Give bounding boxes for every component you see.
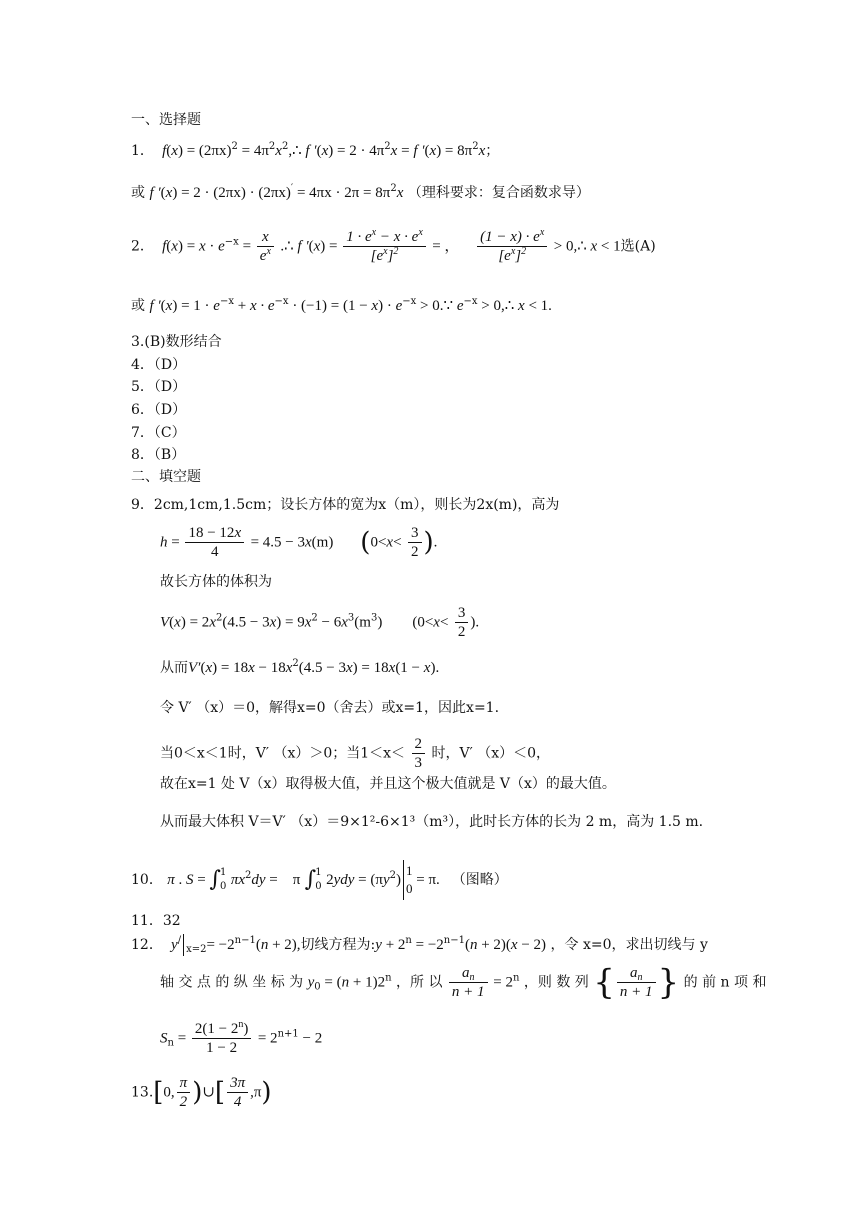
- answer-7: 7．（C）: [131, 425, 186, 441]
- q9-critical-point: 令 V′ （x）＝0，解得x=0（舍去）或x=1，因此x=1.: [160, 700, 500, 716]
- q12-line1: 12． $y^/_{x=2}= -2^{n-1}(n + 2)$,切线方程为:y + $2^n = -2^{n-1}(n + 2)(x - 2)$ ，令 x=0，求出切线与 y: [131, 935, 708, 955]
- answer-3: 3.(B)数形结合: [131, 334, 222, 350]
- answer-8: 8．（B）: [131, 447, 186, 463]
- q9-volume-formula: $V(x) = 2x^2(4.5 - 3x) = 9x^2 - 6x^3(m^3)$ (0<x< $\frac{3}{2}$ ).: [160, 605, 480, 640]
- q2-line1: 2． $f(x) = x \cdot e^{-x}$ = $\frac{x}{e^x}$ .∴ f ′(x) = $\frac{1 \cdot e^x - x \cdot e^x}{[e^x]^2}$ = ， $\frac{(1 - x) \cdot e^x}{[e^x]^2}$ > 0,∴ x < 1选(A): [131, 227, 656, 264]
- q1-line2: 或 f $'(x) = 2 \cdot (2\pi x) \cdot (2\pi x)' = 4\pi x \cdot 2\pi = 8\pi^2x$ （理科要求：复合函数求导）: [131, 183, 590, 201]
- q1-number: 1．: [131, 143, 154, 159]
- q2-number: 2．: [131, 238, 154, 255]
- q12-sum-formula: $S_n$ = $\frac{2(1 - 2^n)}{1 - 2}$ = $2^{n+1} - 2$: [160, 1019, 323, 1056]
- answer-6: 6．（D）: [131, 402, 187, 418]
- q2-choice: 选(A): [620, 238, 656, 255]
- q2-frac-3: $\frac{(1 - x) \cdot e^x}{[e^x]^2}$: [477, 228, 547, 265]
- q10-line: 10． π . S = ∫1 0 $\pi x^2dy$ = π ∫1 0 $2ydy = (\pi y^2)1$ 0 = π. （图略）: [131, 860, 508, 900]
- q12-number: 12．: [131, 937, 163, 953]
- q2-or-label: 或: [131, 298, 145, 314]
- q1-or-label: 或: [131, 185, 145, 201]
- q9-height-formula: h = $\frac{18 - 12x}{4}$ = 4.5 − 3x(m) (0<x< $\frac{3}{2}$ ).: [160, 525, 438, 560]
- answer-4: 4．（D）: [131, 357, 187, 373]
- answer-5: 5．（D）: [131, 379, 187, 395]
- q9-line1: 9．2cm,1cm,1.5cm；设长方体的宽为x（m），则长为2x(m)，高为: [131, 497, 560, 513]
- q13-number: 13.: [131, 1084, 154, 1101]
- q9-derivative: 从而$V'(x) = 18x - 18x^2(4.5 - 3x) = 18x(1 - x)$.: [160, 658, 440, 676]
- section-choice-title: 一、选择题: [131, 112, 201, 128]
- q1-formula-2: f ′: [149, 185, 161, 201]
- q9-result: 从而最大体积 V＝V′ （x）＝9×1²-6×1³（m³），此时长方体的长为 2 m，高为 1.5 m.: [160, 814, 704, 830]
- q9-volume-intro: 故长方体的体积为: [160, 574, 272, 590]
- q1-note: （理科要求：复合函数求导）: [407, 185, 590, 201]
- section-fill-title: 二、填空题: [131, 469, 201, 485]
- q9-sign-analysis: 当0＜x＜1时，V′ （x）＞0；当1＜x＜ $\frac{2}{3}$ 时，V′ （x）＜0，: [160, 736, 551, 771]
- q2-frac-1: $\frac{x}{e^x}$: [257, 228, 274, 265]
- q10-note: （图略）: [451, 872, 508, 888]
- q1-formula-1: f: [158, 143, 167, 159]
- q13-line: 13.[0, $\frac{\pi}{2}$ )∪[ $\frac{3\pi}{4}$ ,π): [131, 1075, 272, 1110]
- q10-number: 10．: [131, 872, 163, 888]
- q9-max-statement: 故在x=1 处 V（x）取得极大值，并且这个极大值就是 V（x）的最大值。: [160, 776, 616, 792]
- q2-line2: 或 f $'(x) = 1 \cdot e^{-x} + x \cdot e^{-x} \cdot (-1) = (1 - x) \cdot e^{-x}$ > 0.∵ $e^{-x}$ > 0,∴ x < 1.: [131, 296, 552, 314]
- q1-line1: 1． $f(x) = (2\pi x)^2$ = $4\pi^2x^2,\therefore$ f $'(x) = 2 \cdot 4\pi^2x = f$ $'(x) = 8\pi^2x$；: [131, 141, 500, 159]
- q12-line2: 轴 交 点 的 纵 坐 标 为 $y_0 = (n + 1)2^n$ ，所 以 $\frac{a_n}{n + 1}$ = $2^n$ ，则 数 列 { $\frac{a_n}{n + 1}$ } 的 前 n 项 和: [160, 962, 767, 1003]
- q11-answer: 11．32: [131, 913, 181, 929]
- q2-frac-2: $\frac{1 \cdot e^x - x \cdot e^x}{[e^x]^2}$: [343, 228, 426, 265]
